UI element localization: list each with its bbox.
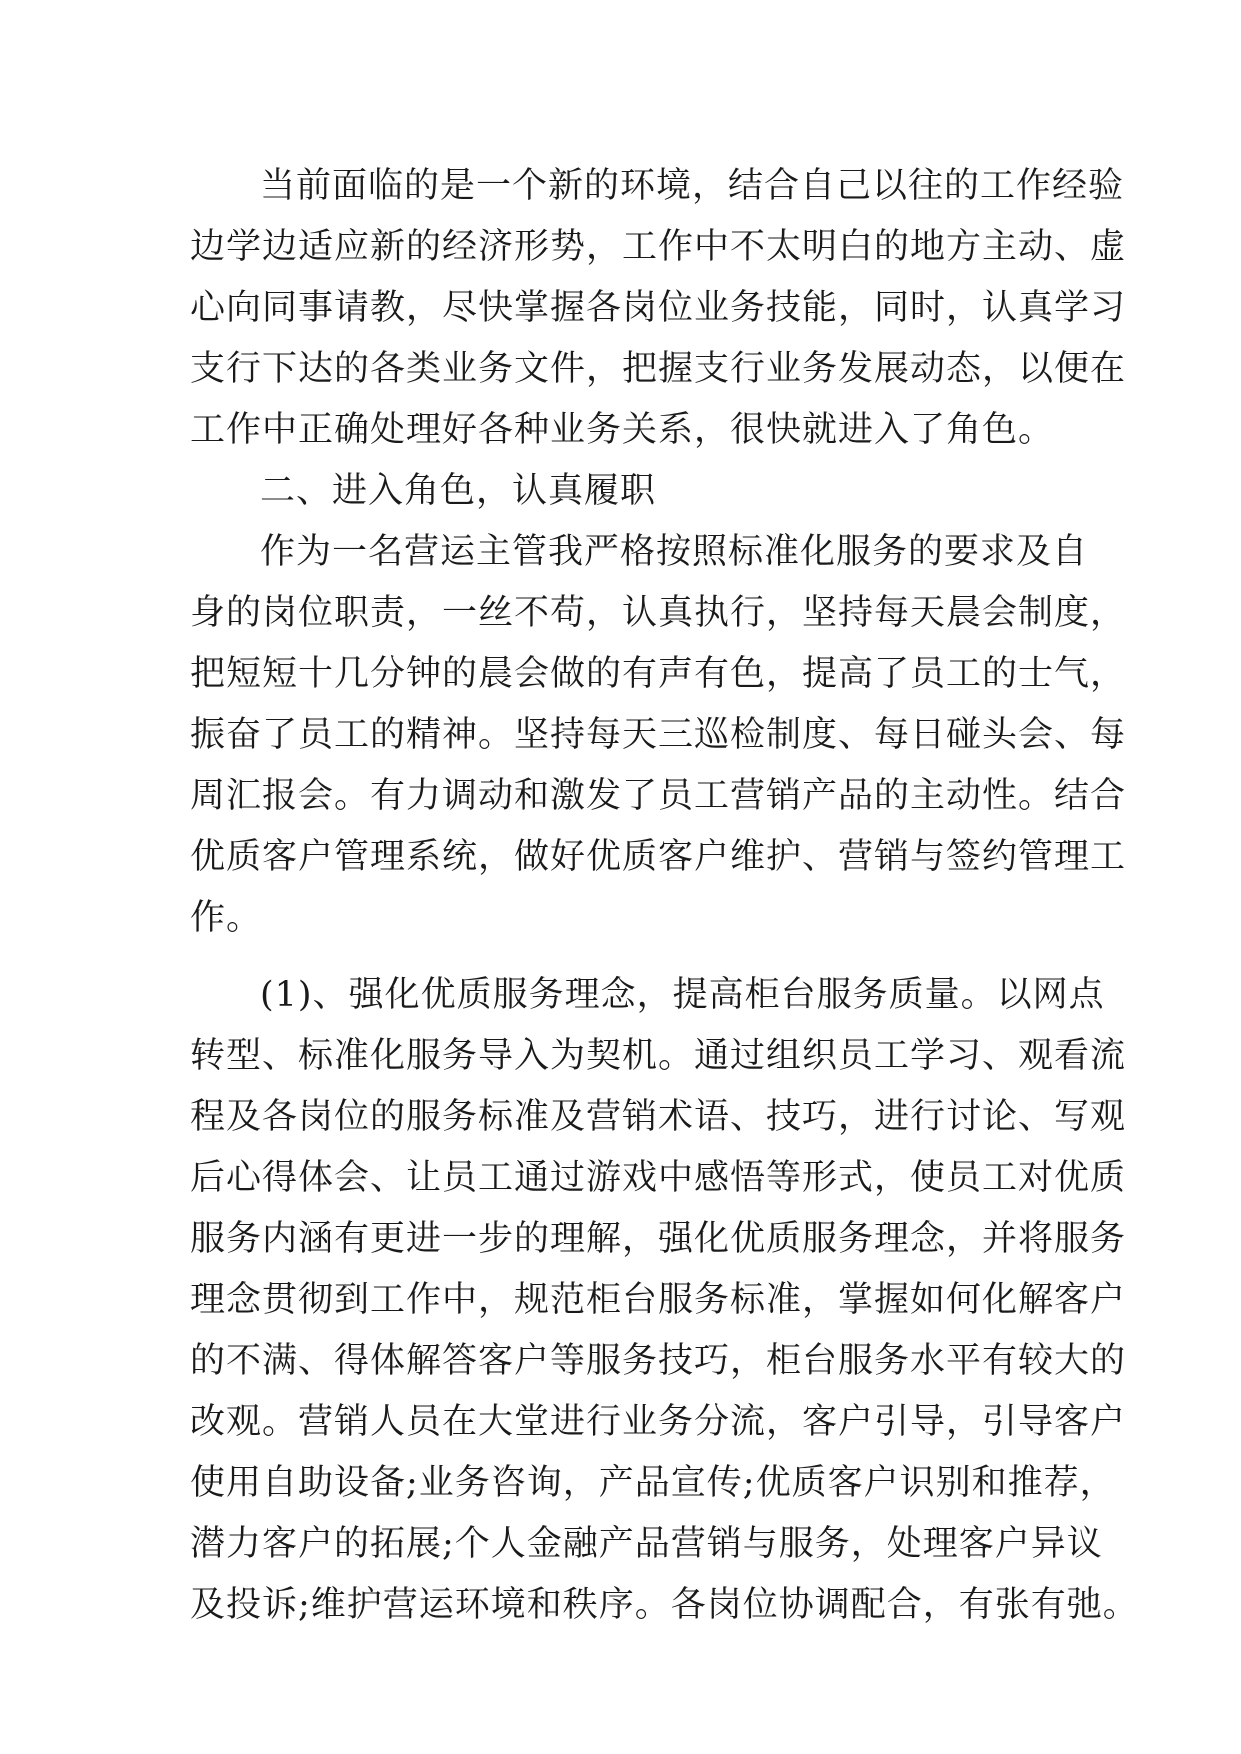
text-line: 周汇报会。有力调动和激发了员工营销产品的主动性。结合 — [190, 776, 1127, 816]
text-line: 后心得体会、让员工通过游戏中感悟等形式，使员工对优质 — [190, 1158, 1127, 1198]
text-line: 潜力客户的拓展;个人金融产品营销与服务，处理客户异议 — [190, 1524, 1103, 1564]
text-line: 转型、标准化服务导入为契机。通过组织员工学习、观看流 — [190, 1036, 1127, 1076]
text-line: 作为一名营运主管我严格按照标准化服务的要求及自 — [260, 532, 1089, 572]
text-line: 心向同事请教，尽快掌握各岗位业务技能，同时，认真学习 — [190, 288, 1127, 328]
document-body — [190, 156, 1139, 1636]
text-line: 边学边适应新的经济形势，工作中不太明白的地方主动、虚 — [190, 227, 1127, 267]
heading-line: 二、进入角色，认真履职 — [260, 471, 657, 511]
paragraph — [190, 522, 1127, 949]
text-line: 工作中正确处理好各种业务关系，很快就进入了角色。 — [190, 410, 1055, 450]
text-line: 的不满、得体解答客户等服务技巧，柜台服务水平有较大的 — [190, 1341, 1127, 1381]
text-line: 作。 — [190, 898, 263, 938]
text-line: 服务内涵有更进一步的理解，强化优质服务理念，并将服务 — [190, 1219, 1127, 1259]
text-line: 身的岗位职责，一丝不苟，认真执行，坚持每天晨会制度， — [190, 593, 1127, 633]
text-line: 使用自助设备;业务咨询，产品宣传;优质客户识别和推荐， — [190, 1463, 1116, 1503]
text-line: 当前面临的是一个新的环境，结合自己以往的工作经验 — [260, 166, 1125, 206]
paragraph — [190, 156, 1127, 461]
text-line: 改观。营销人员在大堂进行业务分流，客户引导，引导客户 — [190, 1402, 1127, 1442]
text-line: 程及各岗位的服务标准及营销术语、技巧，进行讨论、写观 — [190, 1097, 1127, 1137]
text-line: 振奋了员工的精神。坚持每天三巡检制度、每日碰头会、每 — [190, 715, 1127, 755]
text-line: (1)、强化优质服务理念，提高柜台服务质量。以网点 — [260, 975, 1105, 1015]
text-line: 优质客户管理系统，做好优质客户维护、营销与签约管理工 — [190, 837, 1127, 877]
text-line: 理念贯彻到工作中，规范柜台服务标准，掌握如何化解客户 — [190, 1280, 1127, 1320]
paragraph — [190, 965, 1139, 1636]
text-line: 把短短十几分钟的晨会做的有声有色，提高了员工的士气， — [190, 654, 1127, 694]
text-line: 支行下达的各类业务文件，把握支行业务发展动态，以便在 — [190, 349, 1127, 389]
text-line: 及投诉;维护营运环境和秩序。各岗位协调配合，有张有弛。 — [190, 1585, 1139, 1625]
paragraph-spacer — [190, 949, 1065, 965]
section-heading — [190, 461, 1065, 522]
